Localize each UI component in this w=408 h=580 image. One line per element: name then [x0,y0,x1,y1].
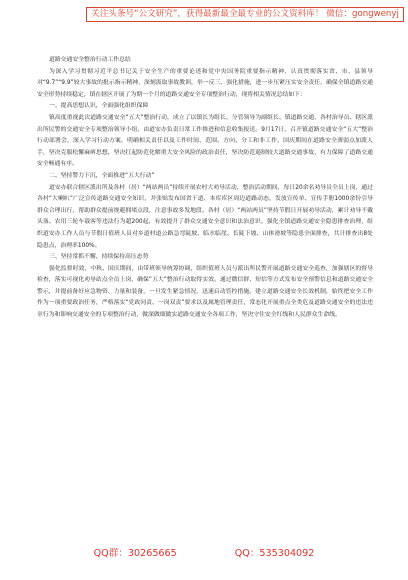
document-title: 道路交通安全整治行动工作总结 [49,57,131,63]
top-banner: 关注头条号“公文研究”，获得最新最全最专业的公文资料库！ 微信：gongwenyj [86,7,404,22]
contact-footer [0,547,408,561]
paragraph-intro: 为深入学习贯彻习近平总书记关于安全生产的重要论述和党中央国务院重要指示精神，认真贯彻落实省、市、县领导对“9.7”“9.9”较大事故的批示指示精神，深刻汲取事故教训，举一反三、强化措施，进一步压紧压实安全责任，确保全镇道路交通安全形势持续稳定，镇在辖区开展了为期一个月的道路交通安全专项整治行动，现将相关情况总结如下： [37,68,373,98]
paragraph-section-1: 镇高度重视此次道路交通安全“五大”整治行动，成立了以镇长为组长、分管领导为副组长、镇道路交通、各村治导员、辖区派出所民警的交通安全专项整治领导小组，由道安办负责日常工作推进和信息收集报送。9月17日，召开镇道路交通安全“五大”整治行动部署会，深入学习行动方案，明确相关责任以及工作时间、范围、方向、分工和非工作，国庆期间在道路安全薄弱点加派人手，坚决克服松懈麻痹思想，坚决扛起防范化解重大安全风险的政治责任，坚决防范遏制较大道路交通事故，有力保障了道路交通安全畅通有序。 [37,114,373,168]
paragraph-section-3: 强化监督时效，中秋、国庆期间，由带班领导统筹协调，组织值班人员与派出所民警开展道路交通安全巡查，加强辖区的督导检查，落实可视化劝导站点全员上岗，确保“五大”整治行动取得实效。通过微信群、短信等方式发布安全预警信息和道路交通安全警示，并提前备好应急物资、力量和装备，一旦发生紧急情况，迅速启动管控措施。建立道路交通安全长效机制，始终把安全工作作为一项重要政治任务，严格落实“党政同责、一岗双责”要求以及属地管理责任，常态化开展重点全类危及道路交通安全的违法违章行为和影响交通安全的专项整治行动，做深做细做实道路交通安全各项工作，坚决守住安全红线和人民群众生命线。 [37,265,373,319]
section-heading-1: 一、提高思想认识，全面强化组织保障 [49,103,149,110]
qq-group-text: QQ群：30265665 [93,548,177,559]
section-heading-3: 三、坚持常抓不懈，持续保持高压态势 [49,254,149,261]
section-heading-2: 二、坚持警力下沉，全面推进“五大行动” [49,172,155,179]
document-body [37,55,373,322]
qq-contact-text: QQ：535304092 [234,548,315,559]
paragraph-section-2: 道安办联合辖区派出所及各村（居）“两站两员”持续开展农村大劝导活动，整治活动期间，每日20余名劝导员全员上岗，通过各村“大喇叭”广泛宣传道路交通安全知识，并张贴发布国省干道、本库库区周边道路动态，发放宣传单、宣传手册1000余份引导群众合理出行，帮助群众提前规避拥堵点段，注意事故多发地段。各村（居）“两站两员”坚持节假日开展劝导活动，累计劝导不戴头盔、农用三轮车载客等违法行为超200起，有效提升了群众交通安全意识和法治意识。强化全镇道路交通安全隐患排查治理，组织道安办工作人员与节假日值班人员对乡道村道公路急弯陡坡、临水临崖、长陡下坡、山体滑坡等隐患全面排查，共计排查出8处隐患点，治理率100%。 [37,184,373,249]
